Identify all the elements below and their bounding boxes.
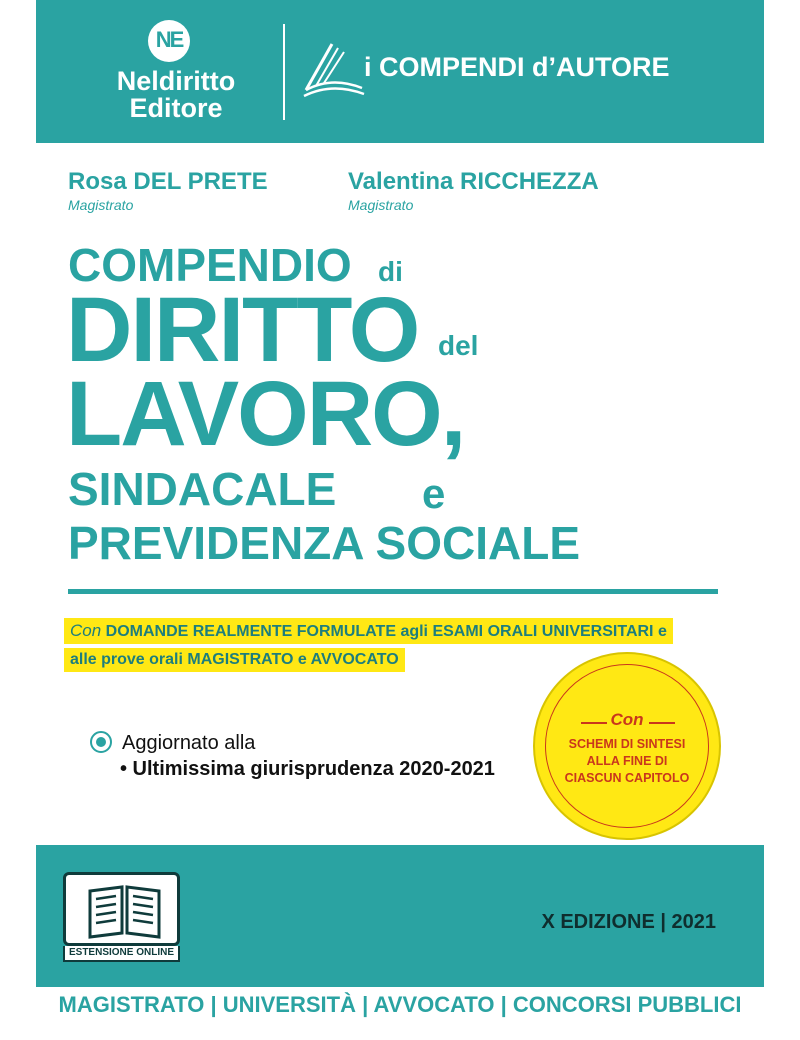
radio-bullet-icon xyxy=(90,731,112,753)
online-extension-badge xyxy=(63,872,180,962)
update-label: Aggiornato alla xyxy=(122,732,256,754)
title-sindacale: SINDACALE xyxy=(68,463,337,515)
title-lavoro: LAVORO, xyxy=(66,363,465,465)
title-compendio: COMPENDIO xyxy=(68,239,352,291)
book-cover xyxy=(36,0,764,1040)
title-e: e xyxy=(422,470,446,517)
author-name: Valentina RICCHEZZA xyxy=(348,168,599,195)
highlight-line-2 xyxy=(64,648,405,672)
publisher-logo-icon xyxy=(148,20,190,62)
promo-sticker xyxy=(533,652,721,840)
online-extension-frame xyxy=(63,872,180,946)
title-previdenza: PREVIDENZA SOCIALE xyxy=(68,517,581,569)
footer-band xyxy=(36,845,764,987)
publisher-name xyxy=(96,68,256,122)
author-name: Rosa DEL PRETE xyxy=(68,168,268,195)
title-del: del xyxy=(438,330,479,361)
online-extension-label: ESTENSIONE ONLINE xyxy=(63,946,180,962)
highlight-line-1 xyxy=(64,618,673,644)
header-divider xyxy=(283,24,285,120)
publisher-line-2: Editore xyxy=(129,93,223,123)
author-role: Magistrato xyxy=(348,197,414,213)
author-role: Magistrato xyxy=(68,197,134,213)
highlight-text-1: DOMANDE REALMENTE FORMULATE agli ESAMI ORALI UNIVERSITARI e xyxy=(105,623,667,640)
book-lines-icon xyxy=(298,36,368,102)
target-audience: MAGISTRATO | UNIVERSITÀ | AVVOCATO | CONCORSI PUBBLICI xyxy=(58,992,742,1017)
header-band xyxy=(36,0,764,143)
author-2 xyxy=(348,168,599,213)
edition-label: X EDIZIONE | 2021 xyxy=(541,911,716,933)
sticker-text xyxy=(535,736,719,787)
open-book-icon xyxy=(86,883,163,939)
publisher-line-1: Neldiritto xyxy=(116,66,236,96)
highlight-text-2: alle prove orali MAGISTRATO e AVVOCATO xyxy=(70,651,399,668)
sticker-line-2: ALLA FINE DI xyxy=(586,754,668,768)
series-title: i COMPENDI d’AUTORE xyxy=(364,52,670,82)
highlight-con: Con xyxy=(70,621,102,640)
title-underline xyxy=(68,589,718,594)
title-diritto: DIRITTO xyxy=(66,279,419,381)
sticker-con: Con xyxy=(610,710,644,729)
sticker-line-3: CIASCUN CAPITOLO xyxy=(564,771,690,785)
sticker-dash-right xyxy=(649,722,675,724)
update-item: • Ultimissima giurisprudenza 2020-2021 xyxy=(120,758,495,780)
title-di: di xyxy=(378,256,403,287)
author-1 xyxy=(68,168,268,213)
sticker-line-1: SCHEMI DI SINTESI xyxy=(568,737,686,751)
logo-mark: NE xyxy=(155,27,183,52)
